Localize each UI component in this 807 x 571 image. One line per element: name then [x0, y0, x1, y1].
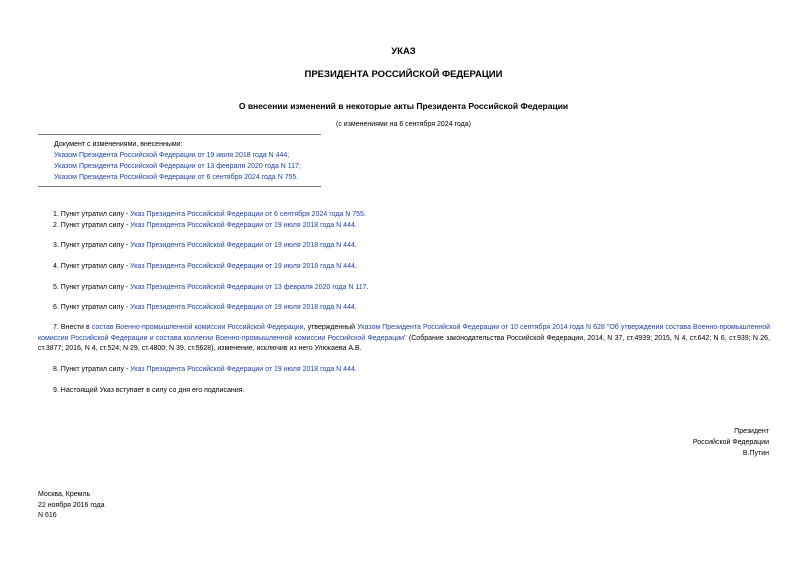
document-subject: О внесении изменений в некоторые акты Президента Российской Федерации	[238, 101, 569, 111]
change-link-2018[interactable]: Указом Президента Российской Федерации от 19 июля 2018 года N 444;	[54, 152, 290, 159]
paragraph-1	[38, 210, 770, 221]
paragraph-text: 5. Пункт утратил силу -	[53, 284, 131, 291]
change-link-2024[interactable]: Указом Президента Российской Федерации от 6 сентября 2024 года N 755.	[54, 174, 299, 181]
paragraph-suffix: .	[354, 263, 357, 270]
changes-intro: Документ с изменениями, внесенными:	[54, 141, 183, 148]
paragraph-text: 4. Пункт утратил силу -	[53, 263, 131, 270]
paragraph-2	[38, 221, 770, 232]
signature-name: В.Путин	[742, 450, 769, 457]
changes-bottom-divider	[38, 186, 321, 187]
paragraph-text: 8. Пункт утратил силу -	[53, 366, 131, 373]
paragraph-suffix: .	[354, 222, 357, 229]
signature-block	[693, 426, 769, 459]
paragraph-text: 7. Внести в	[53, 324, 92, 331]
place-date-block	[38, 490, 104, 522]
decree-number: N 616	[38, 512, 57, 519]
changes-top-divider	[38, 134, 321, 135]
signature-position: Президент	[734, 428, 769, 435]
paragraph-suffix: .	[354, 366, 357, 373]
signature-country: Российской Федерации	[692, 439, 769, 446]
revision-note: (с изменениями на 6 сентября 2024 года)	[336, 121, 471, 128]
paragraph-suffix: .	[354, 304, 357, 311]
paragraph-suffix: .	[363, 211, 366, 218]
paragraph-9: 9. Настоящий Указ вступает в силу со дня его подписания.	[53, 387, 245, 394]
paragraph-4-link[interactable]: Указ Президента Российской Федерации от 19 июля 2018 года N 444	[130, 263, 355, 270]
place-city: Москва, Кремль	[38, 491, 91, 498]
paragraph-4	[38, 262, 770, 273]
paragraph-suffix: .	[354, 242, 357, 249]
paragraph-text: 1. Пункт утратил силу -	[53, 211, 131, 218]
paragraph-text: 6. Пункт утратил силу -	[53, 304, 131, 311]
change-link-2020[interactable]: Указом Президента Российской Федерации от 13 февраля 2020 года N 117;	[54, 163, 301, 170]
changes-block	[54, 139, 301, 183]
decree-628-link[interactable]: Указом Президента Российской Федерации от 10 сентября 2014 года N 628 "Об утверждении состава Военно-промышленной комиссии Российской Федерации и состава коллегии Военно-промышленной комиссии Российской Федерации"	[38, 324, 770, 342]
paragraph-2-link[interactable]: Указ Президента Российской Федерации от 19 июля 2018 года N 444	[130, 222, 355, 229]
paragraph-1-link[interactable]: Указ Президента Российской Федерации от 6 сентября 2024 года N 755	[130, 211, 364, 218]
paragraph-5	[38, 283, 770, 294]
paragraph-text: , утвержденный	[303, 324, 358, 331]
paragraph-text: (Собрание законодательства Российской Федерации, 2014, N 37, ст.4939; 2015, N 4, ст.642; N 6, ст.939; N 26, ст.3877; 2016, N 4, ст.524; N 29, ст.4800; N 39, ст.5628), изменение, исключив из него Улюкаева А.В.	[38, 334, 771, 352]
doc-type-title: УКАЗ	[391, 46, 416, 57]
sign-date: 22 ноября 2016 года	[38, 501, 105, 509]
paragraph-suffix: .	[366, 284, 369, 291]
paragraph-5-link[interactable]: Указ Президента Российской Федерации от 13 февраля 2020 года N 117	[130, 284, 367, 291]
paragraph-8-link[interactable]: Указ Президента Российской Федерации от 19 июля 2018 года N 444	[130, 366, 355, 373]
paragraph-3	[38, 241, 770, 252]
issuer-title: ПРЕЗИДЕНТА РОССИЙСКОЙ ФЕДЕРАЦИИ	[304, 69, 503, 80]
paragraph-8	[38, 365, 770, 376]
paragraph-text: 3. Пункт утратил силу -	[53, 242, 131, 249]
paragraph-3-link[interactable]: Указ Президента Российской Федерации от 19 июля 2018 года N 444	[130, 242, 355, 249]
paragraph-7	[38, 323, 770, 355]
commission-composition-link[interactable]: состав Военно-промышленной комиссии Российской Федерации	[91, 324, 304, 331]
paragraph-text: 2. Пункт утратил силу -	[53, 222, 131, 229]
paragraph-6-link[interactable]: Указ Президента Российской Федерации от 19 июля 2018 года N 444	[130, 304, 355, 311]
paragraph-6	[38, 303, 770, 314]
